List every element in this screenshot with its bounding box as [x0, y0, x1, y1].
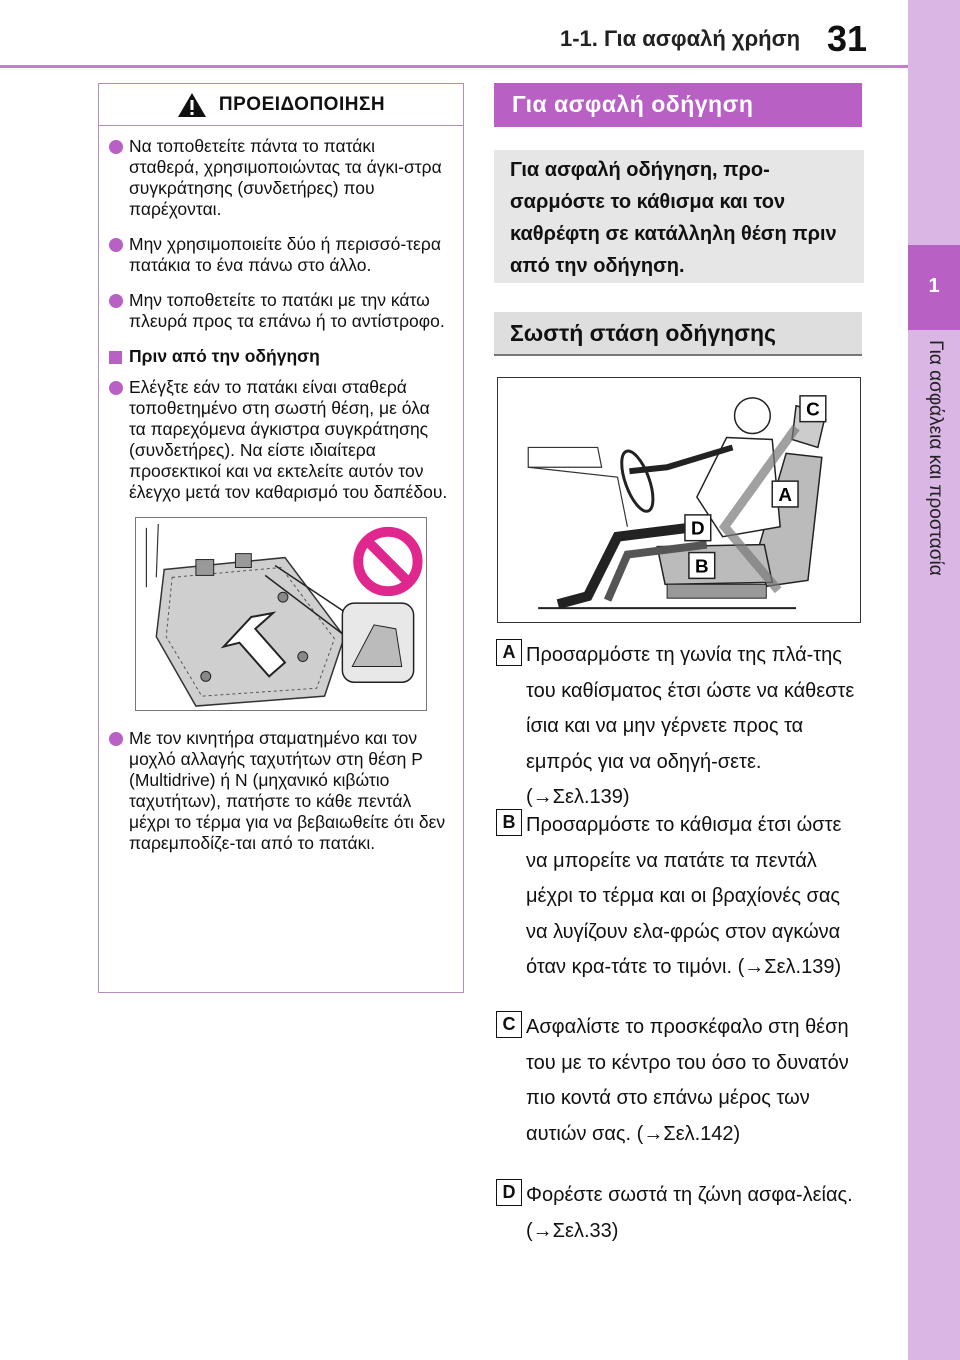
warning-item [109, 290, 449, 332]
item-label: A [496, 639, 522, 666]
bullet-dot-icon [109, 238, 123, 252]
bullet-dot-icon [109, 381, 123, 395]
driving-posture-illustration [497, 377, 861, 623]
warning-item [109, 377, 449, 503]
figure-label-d [685, 515, 711, 541]
bullet-dot-icon [109, 294, 123, 308]
item-text: Φορέστε σωστά τη ζώνη ασφα-λείας. (→Σελ.33) [526, 1184, 853, 1242]
warning-header [99, 84, 463, 126]
description-item-d [496, 1178, 866, 1249]
warning-item-text: Μην χρησιμοποιείτε δύο ή περισσό-τερα πατάκια το ένα πάνω στο άλλο. [129, 234, 441, 275]
description-item-b [496, 808, 866, 986]
chapter-title: 1-1. Για ασφαλή χρήση [560, 26, 801, 51]
figure-label-c-text: C [806, 398, 820, 420]
side-tab [908, 0, 960, 1360]
side-tab-chapter-title: Για ασφάλεια και προστασία [925, 340, 946, 576]
warning-triangle-icon [177, 92, 207, 118]
figure-label-b-text: B [695, 555, 709, 577]
warning-item-text: Να τοποθετείτε πάντα το πατάκι σταθερά, χρησιμοποιώντας τα άγκι-στρα συγκράτησης (συνδετήρες) που παρέχονται. [129, 136, 442, 219]
warning-subheading-text: Πριν από την οδήγηση [129, 346, 320, 366]
intro-text: Για ασφαλή οδήγηση, προ-σαρμόστε το κάθισμα και τον καθρέφτη σε κατάλληλη θέση πριν από την οδήγηση. [494, 150, 864, 283]
warning-item-text: Ελέγξτε εάν το πατάκι είναι σταθερά τοποθετημένο στη σωστή θέση, με όλα τα παρεχόμενα άγκιστρα συγκράτησης (συνδετήρες). Να είστε ιδιαίτερα προσεκτικοί και να εκτελείτε αυτόν τον έλεγχο μετά τον καθαρισμό του δαπέδου. [129, 377, 448, 502]
page-number: 31 [827, 18, 868, 59]
warning-item [109, 728, 449, 854]
header-rule [0, 65, 908, 68]
bullet-dot-icon [109, 732, 123, 746]
item-text: Ασφαλίστε το προσκέφαλο στη θέση του με το κέντρο του όσο το δυνατόν πιο κοντά στο επάνω μέρος των αυτιών σας. (→Σελ.142) [526, 1016, 849, 1145]
floor-mat-illustration [135, 517, 427, 711]
figure-label-a-text: A [778, 483, 792, 505]
warning-box [98, 83, 464, 993]
warning-item-text: Με τον κινητήρα σταματημένο και τον μοχλό αλλαγής ταχυτήτων στη θέση P (Multidrive) ή N (μηχανικό κιβώτιο ταχυτήτων), πατήστε το κάθε πεντάλ μέχρι το τέρμα για να βεβαιωθείτε ότι δεν παρεμποδίζε-ται από το πατάκι. [129, 728, 446, 853]
figure-label-a [772, 481, 798, 507]
item-label: C [496, 1011, 522, 1038]
section-heading-safe-driving: Για ασφαλή οδήγηση [494, 83, 862, 127]
warning-item [109, 234, 449, 276]
item-label: B [496, 809, 522, 836]
description-item-a [496, 638, 866, 816]
figure-label-c [800, 396, 826, 422]
bullet-dot-icon [109, 140, 123, 154]
side-tab-chapter-number: 1 [908, 245, 960, 330]
description-item-c [496, 1010, 866, 1152]
item-label: D [496, 1179, 522, 1206]
warning-item-text: Μην τοποθετείτε το πατάκι με την κάτω πλευρά προς τα επάνω ή το αντίστροφο. [129, 290, 445, 331]
warning-title: ΠΡΟΕΙΔΟΠΟΙΗΣΗ [218, 93, 386, 115]
warning-subheading [109, 346, 449, 369]
figure-label-b [689, 553, 715, 579]
warning-item [109, 136, 449, 220]
item-text: Προσαρμόστε το κάθισμα έτσι ώστε να μπορείτε να πατάτε τα πεντάλ μέχρι το τέρμα και οι βραχίονές σας να λυγίζουν ελα-φρώς στον αγκώνα όταν κρα-τάτε το τιμόνι. (→Σελ.139) [526, 814, 842, 978]
figure-label-d-text: D [691, 517, 705, 539]
bullet-square-icon [109, 351, 122, 364]
item-text: Προσαρμόστε τη γωνία της πλά-της του καθίσματος έτσι ώστε να κάθεστε ίσια και να μην γέρνετε προς τα εμπρός για να οδηγή-σετε. (→Σελ.139) [526, 644, 855, 808]
section-heading-driving-posture: Σωστή στάση οδήγησης [494, 312, 862, 356]
